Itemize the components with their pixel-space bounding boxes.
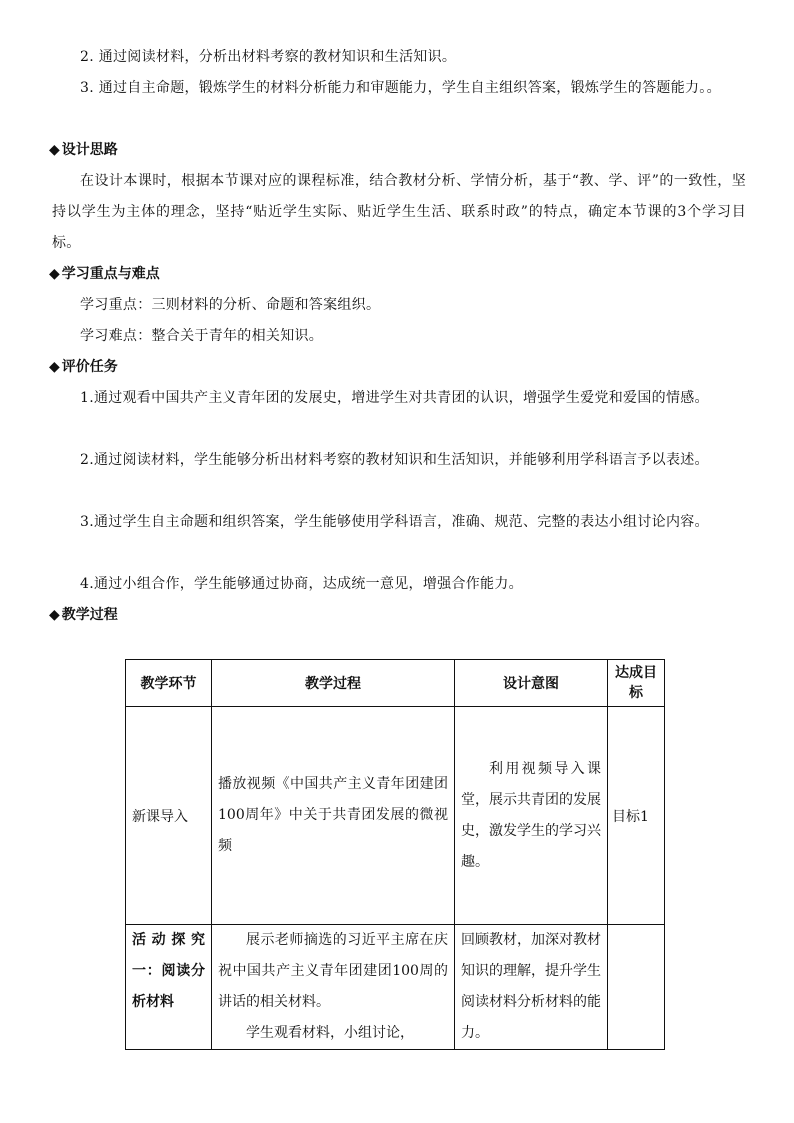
header-intent: 设计意图 bbox=[455, 660, 608, 707]
teaching-process-table bbox=[125, 659, 665, 1050]
diamond-bullet-icon: ◆ bbox=[49, 607, 60, 623]
design-body: 在设计本课时，根据本节课对应的课程标准，结合教材分析、学情分析，基于“教、学、评”的一致性，坚持以学生为主体的理念，坚持“贴近学生实际、贴近学生生活、联系时政”的特点，确定本节课的3个学习目标。 bbox=[52, 173, 746, 251]
row1-intent bbox=[455, 707, 608, 925]
objective-item-2: 2. 通过阅读材料，分析出材料考察的教材知识和生活知识。 bbox=[80, 49, 457, 65]
focus-heading bbox=[49, 259, 160, 290]
table-header-row bbox=[126, 660, 665, 707]
row2-stage bbox=[126, 925, 212, 1050]
row2-intent-text: 回顾教材，加深对教材知识的理解，提升学生阅读材料分析材料的能力。 bbox=[461, 932, 601, 1041]
row2-stage-text: 活动探究一：阅读分析材料 bbox=[132, 932, 205, 1010]
diamond-bullet-icon: ◆ bbox=[49, 266, 60, 282]
evaluation-item-3: 3.通过学生自主命题和组织答案，学生能够使用学科语言，准确、规范、完整的表达小组讨论内容。 bbox=[80, 514, 709, 530]
header-stage: 教学环节 bbox=[126, 660, 212, 707]
table-row bbox=[126, 925, 665, 1050]
evaluation-heading bbox=[49, 352, 118, 383]
row1-goal: 目标1 bbox=[608, 707, 665, 925]
row1-intent-text: 利用视频导入课堂，展示共青团的发展史，激发学生的学习兴趣。 bbox=[461, 760, 601, 870]
evaluation-heading-text: 评价任务 bbox=[61, 359, 118, 375]
row1-process-text: 播放视频《中国共产主义青年团建团100周年》中关于共青团发展的微视频 bbox=[218, 776, 448, 854]
focus-heading-text: 学习重点与难点 bbox=[61, 266, 160, 282]
process-heading bbox=[49, 600, 118, 631]
design-heading-text: 设计思路 bbox=[61, 142, 118, 158]
diamond-bullet-icon: ◆ bbox=[49, 142, 60, 158]
row2-process-text-1: 展示老师摘选的习近平主席在庆祝中国共产主义青年团建团100周的讲话的相关材料。 bbox=[218, 932, 448, 1010]
row2-goal bbox=[608, 925, 665, 1050]
row1-stage: 新课导入 bbox=[126, 707, 212, 925]
focus-difficulty: 学习难点：整合关于青年的相关知识。 bbox=[80, 328, 324, 344]
process-heading-text: 教学过程 bbox=[61, 607, 118, 623]
evaluation-item-1: 1.通过观看中国共产主义青年团的发展史，增进学生对共青团的认识，增强学生爱党和爱国的情感。 bbox=[80, 390, 709, 406]
focus-key: 学习重点：三则材料的分析、命题和答案组织。 bbox=[80, 297, 381, 313]
header-process: 教学过程 bbox=[212, 660, 455, 707]
row1-process bbox=[212, 707, 455, 925]
evaluation-item-4: 4.通过小组合作，学生能够通过协商，达成统一意见，增强合作能力。 bbox=[80, 576, 523, 592]
header-goal bbox=[608, 660, 665, 707]
header-goal-text: 达成目标 bbox=[615, 665, 657, 701]
design-heading bbox=[49, 135, 118, 166]
row2-process bbox=[212, 925, 455, 1050]
row2-process-text-2: 学生观看材料，小组讨论， bbox=[246, 1025, 414, 1041]
evaluation-item-2: 2.通过阅读材料，学生能够分析出材料考察的教材知识和生活知识，并能够利用学科语言予以表述。 bbox=[80, 452, 709, 468]
row2-intent bbox=[455, 925, 608, 1050]
objective-item-3: 3. 通过自主命题，锻炼学生的材料分析能力和审题能力，学生自主组织答案，锻炼学生的答题能力。。 bbox=[80, 80, 721, 96]
table-row bbox=[126, 707, 665, 925]
diamond-bullet-icon: ◆ bbox=[49, 359, 60, 375]
